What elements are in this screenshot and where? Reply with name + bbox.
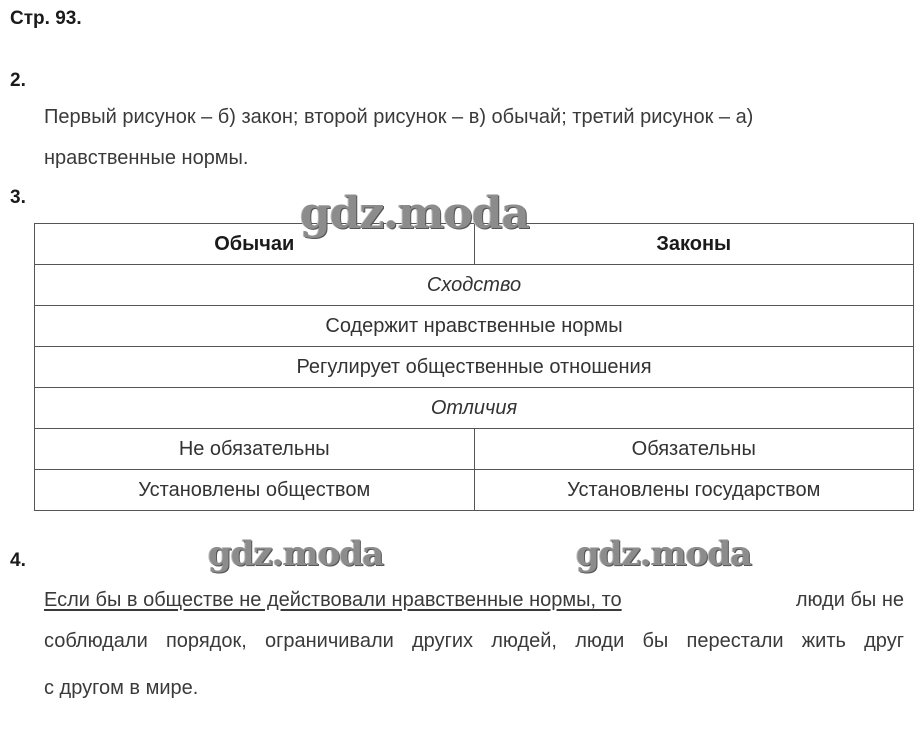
table-row <box>35 265 914 306</box>
question-4-answer <box>44 580 904 709</box>
header-customs: Обычаи <box>35 224 475 265</box>
difference-label: Отличия <box>35 388 914 429</box>
table-row <box>35 388 914 429</box>
similarity-row-1: Содержит нравственные нормы <box>35 306 914 347</box>
question-2-number: 2. <box>10 70 26 91</box>
question-4-line-3: с другом в мире. <box>44 677 199 699</box>
difference-row-2-laws: Установлены государством <box>474 470 914 511</box>
difference-row-1-laws: Обязательны <box>474 429 914 470</box>
question-2-answer <box>44 97 753 179</box>
question-2-line-1: Первый рисунок – б) закон; второй рисунок – в) обычай; третий рисунок – а) <box>44 106 754 128</box>
question-4-line-1 <box>44 580 904 621</box>
question-4-line-1-rest: люди бы не <box>795 589 904 611</box>
question-4-line-2: соблюдали порядок, ограничивали других людей, люди бы перестали жить друг <box>44 630 904 652</box>
similarity-row-2: Регулирует общественные отношения <box>35 347 914 388</box>
question-2-line-2: нравственные нормы. <box>44 147 249 169</box>
question-3-number: 3. <box>10 187 26 208</box>
watermark-logo: gdz.moda <box>576 534 752 574</box>
difference-row-2-customs: Установлены обществом <box>35 470 475 511</box>
comparison-table <box>34 223 914 511</box>
table-row <box>35 470 914 511</box>
watermark-logo: gdz.moda <box>300 188 530 239</box>
page-number: Стр. 93. <box>10 8 82 29</box>
difference-row-1-customs: Не обязательны <box>35 429 475 470</box>
question-4-underlined-clause: Если бы в обществе не действовали нравственные нормы, то <box>44 589 622 611</box>
table-row <box>35 429 914 470</box>
watermark-logo: gdz.moda <box>208 534 384 574</box>
table-row <box>35 347 914 388</box>
table-row <box>35 306 914 347</box>
similarity-label: Сходство <box>35 265 914 306</box>
header-laws: Законы <box>474 224 914 265</box>
question-4-number: 4. <box>10 550 26 571</box>
